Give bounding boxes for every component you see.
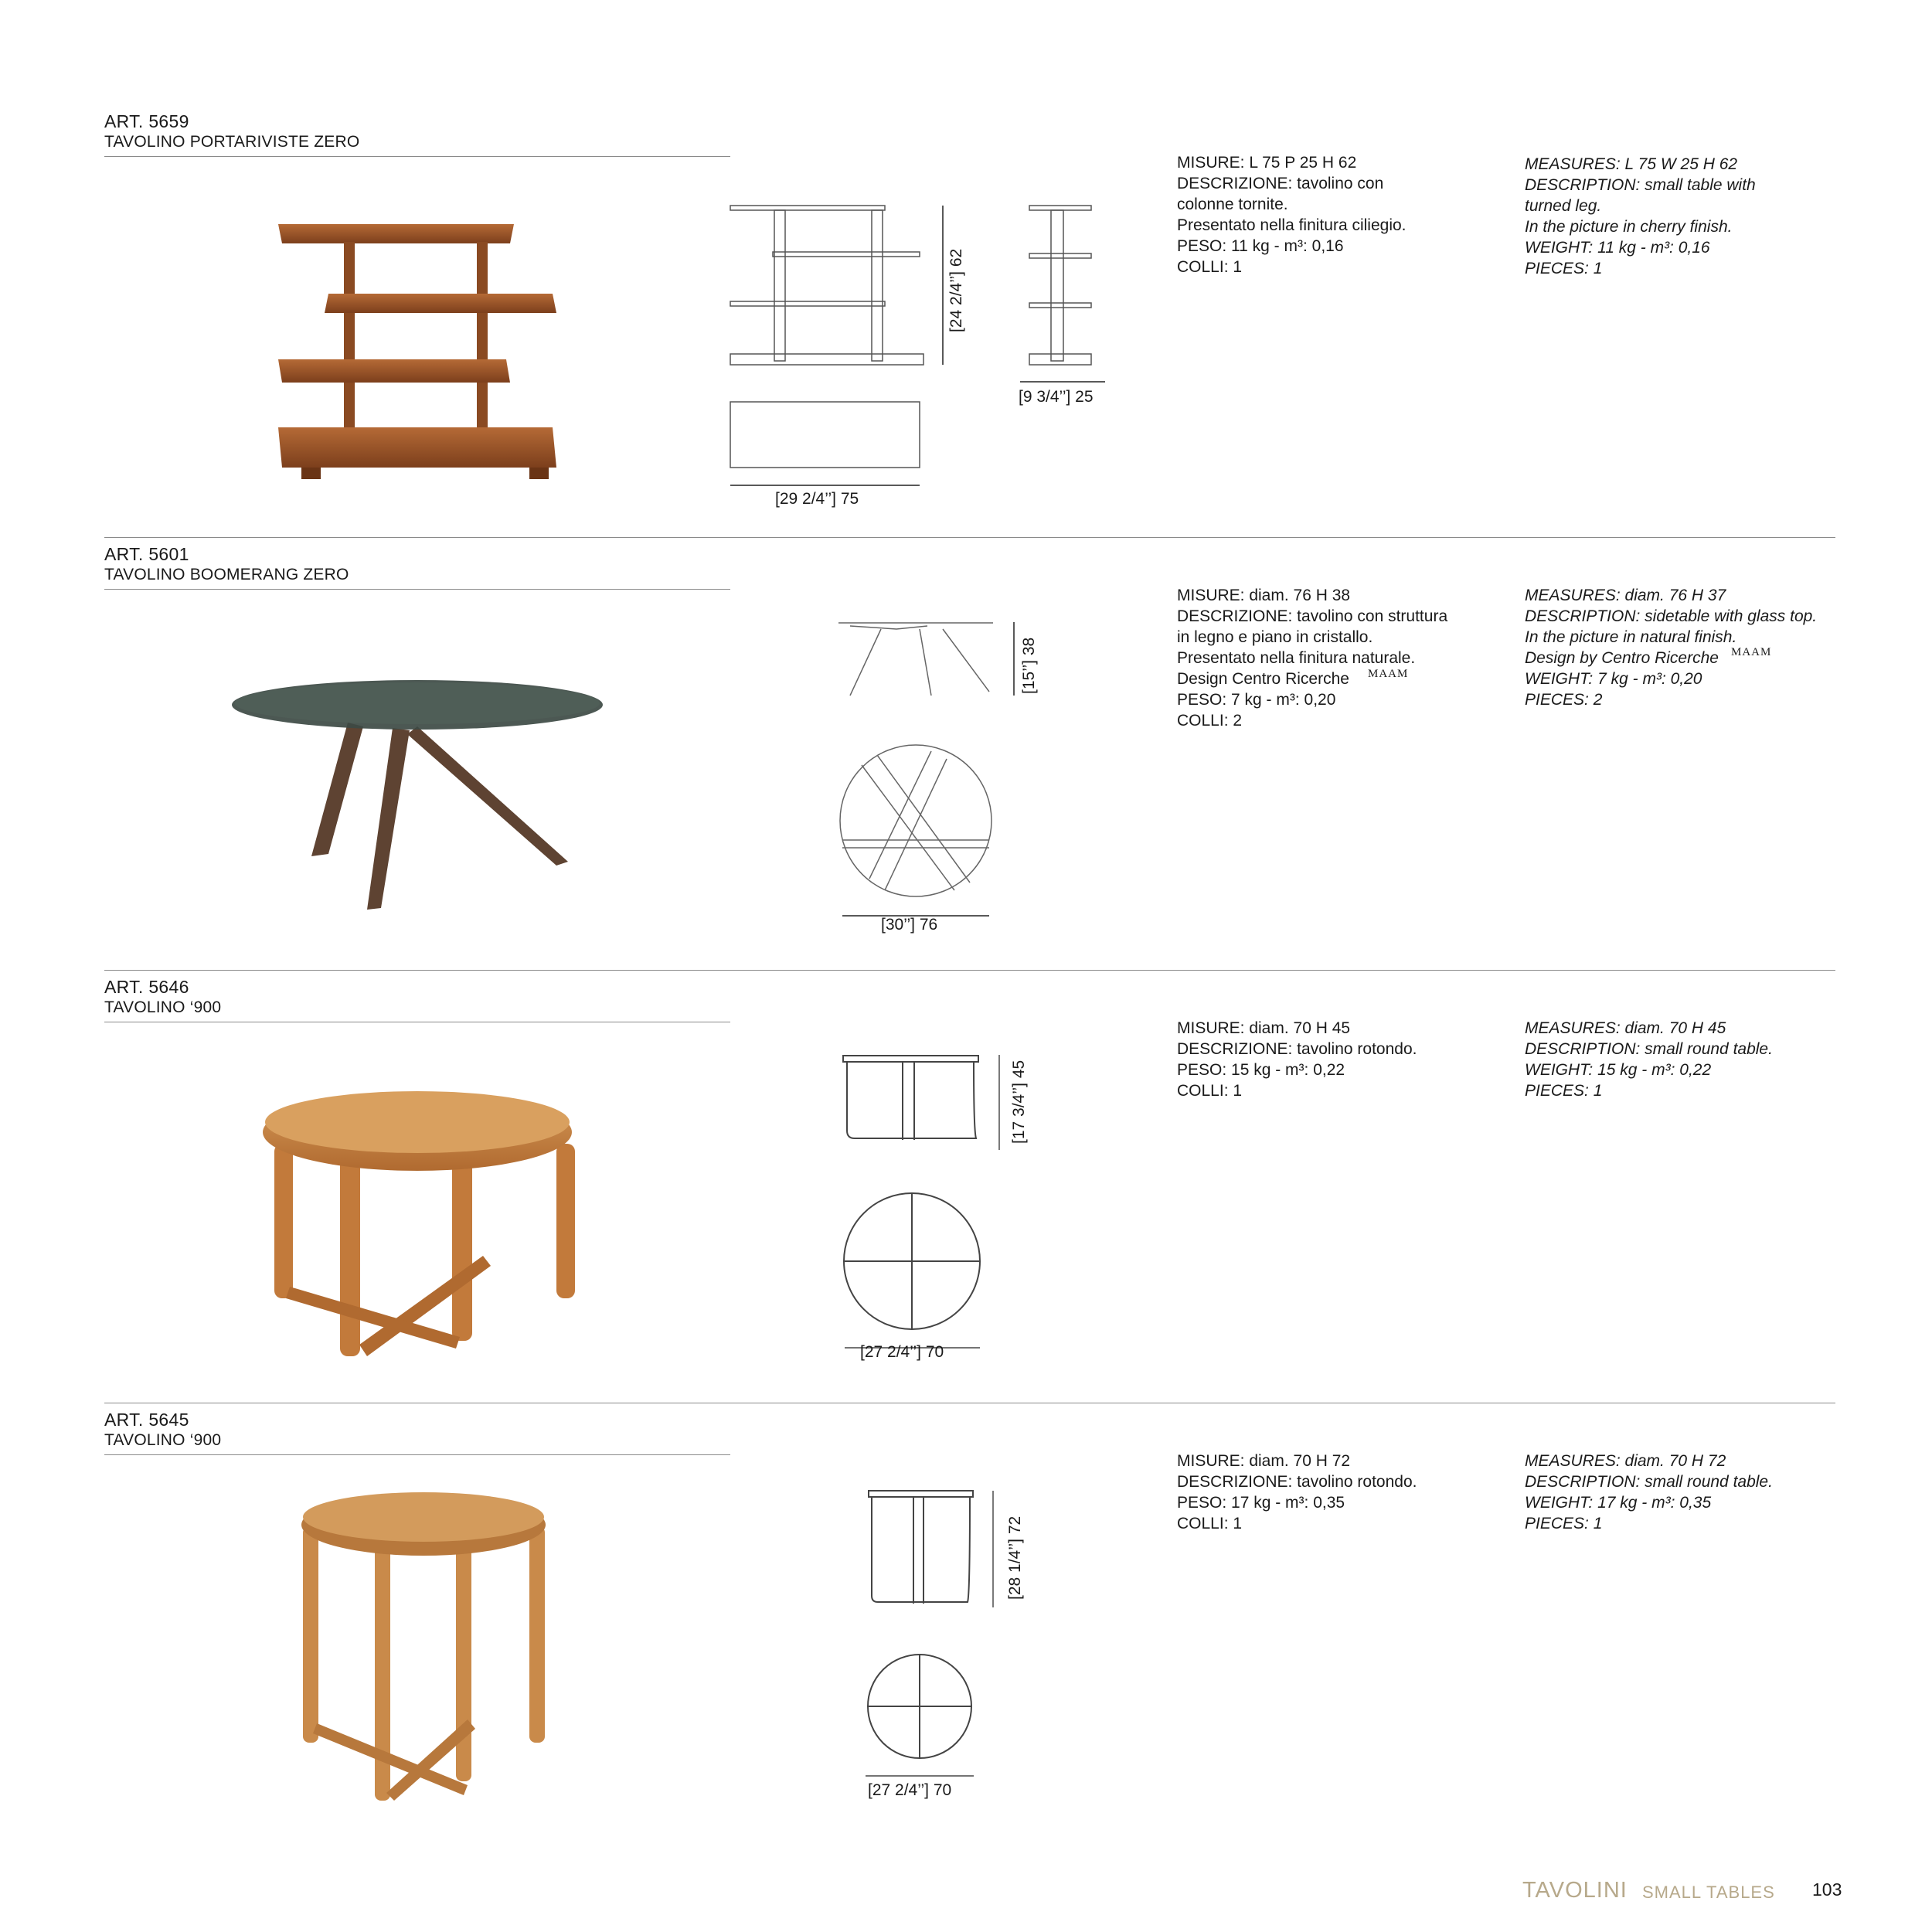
section-divider <box>104 537 1835 538</box>
dimension-diameter-label: [27 2/4’’] 70 <box>868 1781 952 1799</box>
specs-english: MEASURES: L 75 W 25 H 62 DESCRIPTION: small table with turned leg. In the picture in cherry finish. WEIGHT: 11 kg - m³: 0,16 PIECES: 1 <box>1525 155 1756 277</box>
specs-italian: MISURE: diam. 70 H 45 DESCRIZIONE: tavolino rotondo. PESO: 15 kg - m³: 0,22 COLLI: 1 <box>1177 1019 1417 1100</box>
specs-italian: MISURE: diam. 76 H 38 DESCRIZIONE: tavolino con struttura in legno e piano in cristallo. Presentato nella finitura naturale. Design Centro Ricerche PESO: 7 kg - m³: 0,20 COLLI: 2 <box>1177 587 1448 730</box>
footer-section-title: TAVOLINI <box>1522 1878 1628 1903</box>
maam-logo: MAAM <box>1368 668 1409 680</box>
product-photo-round-table-high <box>294 1488 556 1812</box>
page-number: 103 <box>1812 1879 1842 1900</box>
drawing-top-view <box>838 743 1009 921</box>
dimension-depth-label: [9 3/4’’] 25 <box>1019 388 1094 406</box>
dimension-width-label: [29 2/4’’] 75 <box>775 490 859 508</box>
article-number: ART. 5601 <box>104 544 189 564</box>
specs-english: MEASURES: diam. 70 H 45 DESCRIPTION: small round table. WEIGHT: 15 kg - m³: 0,22 PIECES: 1 <box>1525 1019 1773 1100</box>
dimension-height-label: [28 1/4’’] 72 <box>1006 1515 1024 1600</box>
section-divider <box>104 1454 730 1455</box>
drawing-side-elevation <box>835 618 1005 703</box>
product-name: TAVOLINO ‘900 <box>104 998 222 1016</box>
product-photo-magazine-rack <box>274 220 583 498</box>
section-divider <box>104 156 730 157</box>
product-name: TAVOLINO BOOMERANG ZERO <box>104 566 349 583</box>
drawing-side-elevation <box>1020 202 1105 388</box>
article-number: ART. 5646 <box>104 977 189 997</box>
drawing-side-elevation <box>841 1053 1011 1154</box>
dimension-diameter-label: [30’’] 76 <box>881 916 938 934</box>
specs-italian: MISURE: L 75 P 25 H 62 DESCRIZIONE: tavolino con colonne tornite. Presentato nella finitura ciliegio. PESO: 11 kg - m³: 0,16 COLLI: 1 <box>1177 154 1406 276</box>
product-photo-round-table-low <box>259 1090 583 1368</box>
product-name: TAVOLINO ‘900 <box>104 1431 222 1449</box>
drawing-top-view <box>841 1190 1011 1368</box>
drawing-front-elevation <box>726 202 927 380</box>
specs-italian: MISURE: diam. 70 H 72 DESCRIZIONE: tavolino rotondo. PESO: 17 kg - m³: 0,35 COLLI: 1 <box>1177 1452 1417 1532</box>
dimension-height-label: [24 2/4’’] 62 <box>947 248 965 332</box>
specs-english: MEASURES: diam. 76 H 37 DESCRIPTION: sidetable with glass top. In the picture in natural finish. Design by Centro Ricerche WEIGHT: 7 kg - m³: 0,20 PIECES: 2 <box>1525 587 1818 709</box>
specs-english: MEASURES: diam. 70 H 72 DESCRIPTION: small round table. WEIGHT: 17 kg - m³: 0,35 PIECES: 1 <box>1525 1452 1773 1532</box>
article-number: ART. 5659 <box>104 111 189 131</box>
dimension-height-label: [15’’] 38 <box>1020 637 1038 694</box>
product-photo-boomerang-table <box>228 680 614 912</box>
drawing-side-elevation <box>866 1488 1005 1611</box>
section-divider <box>104 589 730 590</box>
footer-section-subtitle: SMALL TABLES <box>1642 1883 1775 1902</box>
product-name: TAVOLINO PORTARIVISTE ZERO <box>104 133 360 151</box>
article-number: ART. 5645 <box>104 1410 189 1430</box>
dimension-height-label: [17 3/4’’] 45 <box>1010 1060 1028 1144</box>
maam-logo: MAAM <box>1731 646 1772 658</box>
drawing-top-view <box>866 1652 1005 1791</box>
dimension-diameter-label: [27 2/4’’] 70 <box>860 1343 944 1361</box>
drawing-top-view <box>726 400 927 485</box>
section-divider <box>104 970 1835 971</box>
